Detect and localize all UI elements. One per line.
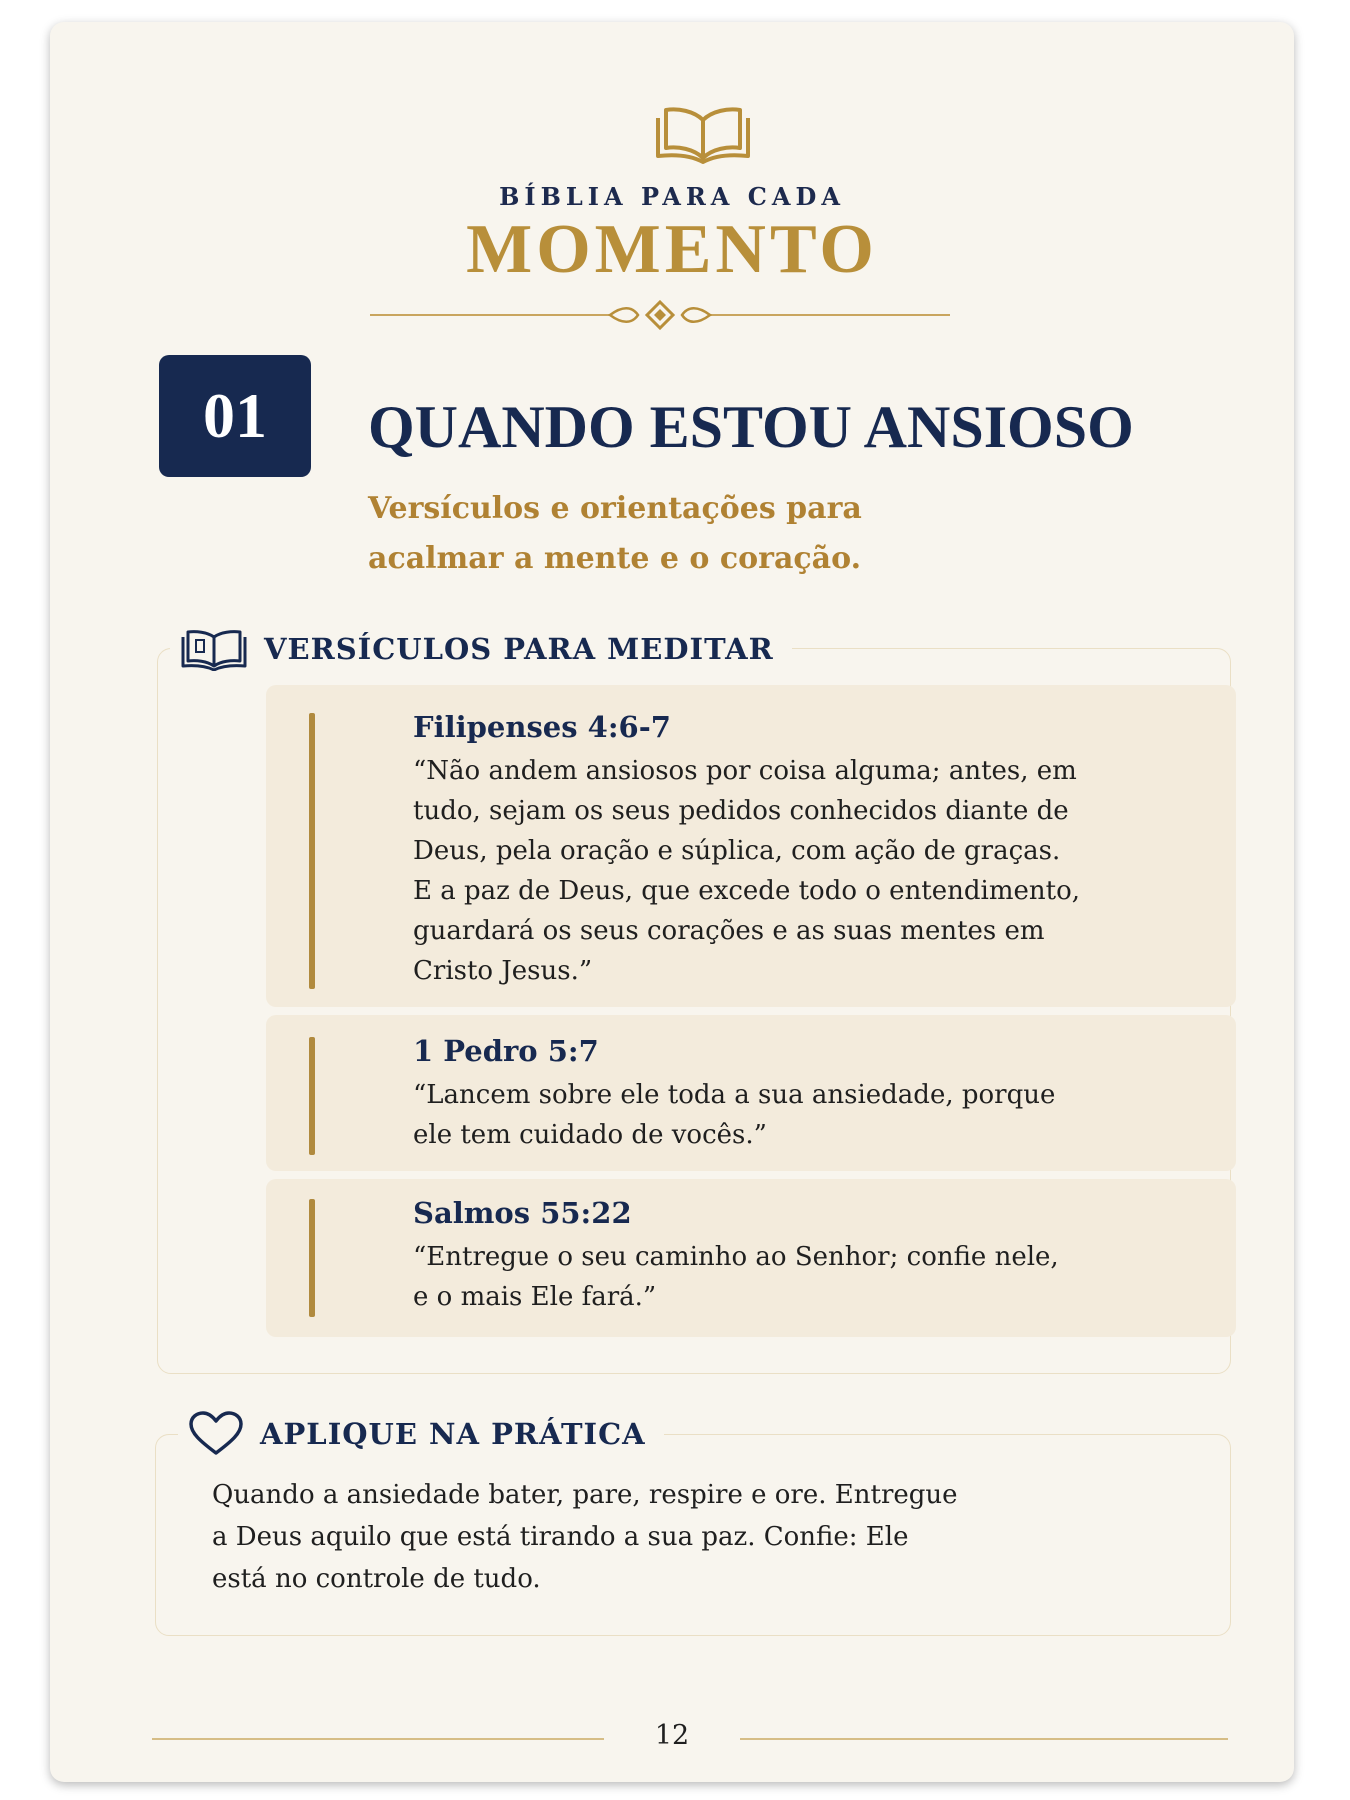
verse-accent-bar bbox=[309, 1037, 315, 1155]
chapter-subtitle: Versículos e orientações para acalmar a mente e o coração. bbox=[368, 491, 862, 576]
verse-card bbox=[266, 685, 1236, 1007]
verses-section bbox=[157, 648, 1231, 1374]
verse-reference: Salmos 55:22 bbox=[413, 1196, 632, 1230]
verses-section-heading bbox=[170, 624, 792, 674]
book-page bbox=[50, 22, 1294, 1782]
brand-subtitle: BÍBLIA PARA CADA bbox=[499, 182, 845, 211]
apply-text: Quando a ansiedade bater, pare, respire e ore. Entregue a Deus aquilo que está tirando a sua paz. Confie: Ele está no controle de tudo. bbox=[212, 1480, 958, 1594]
chapter-number-badge: 01 bbox=[159, 355, 311, 477]
verse-accent-bar bbox=[309, 1199, 315, 1317]
chapter-title: QUANDO ESTOU ANSIOSO bbox=[368, 394, 1134, 460]
verse-reference: Filipenses 4:6-7 bbox=[413, 710, 671, 744]
footer-divider-right bbox=[740, 1738, 1228, 1740]
verse-text: “Entregue o seu caminho ao Senhor; confie nele, e o mais Ele fará.” bbox=[413, 1242, 1059, 1312]
open-book-icon bbox=[180, 627, 248, 671]
verses-heading-label: VERSÍCULOS PARA MEDITAR bbox=[264, 632, 774, 666]
diamond-flourish-icon bbox=[370, 300, 950, 330]
verse-card bbox=[266, 1179, 1236, 1337]
heart-icon bbox=[188, 1411, 244, 1457]
verse-accent-bar bbox=[309, 713, 315, 989]
verse-reference: 1 Pedro 5:7 bbox=[413, 1034, 599, 1068]
verse-text: “Não andem ansiosos por coisa alguma; antes, em tudo, sejam os seus pedidos conhecidos diante de Deus, pela oração e súplica, com ação de graças. E a paz de Deus, que excede todo o entendimento, guardará os seus corações e as suas mentes em Cristo Jesus.” bbox=[413, 756, 1080, 986]
footer-divider-left bbox=[152, 1738, 604, 1740]
brand-title: MOMENTO bbox=[466, 211, 878, 288]
apply-section-heading bbox=[178, 1409, 664, 1459]
verse-text: “Lancem sobre ele toda a sua ansiedade, porque ele tem cuidado de vocês.” bbox=[413, 1080, 1056, 1150]
open-book-icon bbox=[654, 102, 752, 164]
page-number: 12 bbox=[654, 1720, 690, 1751]
verse-card bbox=[266, 1015, 1236, 1171]
apply-heading-label: APLIQUE NA PRÁTICA bbox=[260, 1417, 646, 1451]
